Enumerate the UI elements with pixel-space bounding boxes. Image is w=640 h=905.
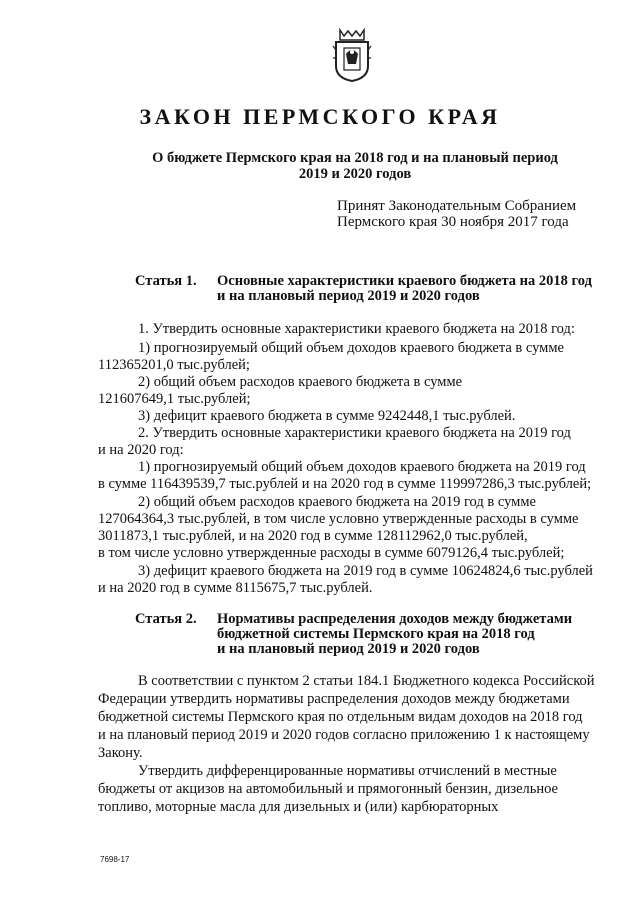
article-1-line: 3) дефицит краевого бюджета на 2019 год в сумме 10624824,6 тыс.рублей — [138, 563, 593, 579]
subtitle-line: О бюджете Пермского края на 2018 год и на плановый период — [152, 150, 558, 166]
article-1-line: 1. Утвердить основные характеристики краевого бюджета на 2018 год: — [138, 321, 575, 337]
article-1-line: в сумме 116439539,7 тыс.рублей и на 2020 год в сумме 119997286,3 тыс.рублей; — [98, 476, 592, 492]
adoption-note — [337, 198, 576, 230]
document-code: 7698-17 — [100, 855, 130, 864]
law-title: ЗАКОН ПЕРМСКОГО КРАЯ — [139, 104, 501, 129]
article-1-line: 1) прогнозируемый общий объем доходов краевого бюджета на 2019 год — [138, 459, 586, 475]
article-1-line: и на 2020 год в сумме 8115675,7 тыс.рублей. — [98, 580, 373, 596]
article-title-line: и на плановый период 2019 и 2020 годов — [217, 641, 480, 657]
article-1-line: 1) прогнозируемый общий объем доходов краевого бюджета в сумме — [138, 340, 564, 356]
article-2-line: Федерации утвердить нормативы распределения доходов между бюджетами — [98, 691, 570, 707]
article-2-line: бюджетной системы Пермского края по отдельным видам доходов на 2018 год — [98, 709, 583, 725]
article-1-line: 127064364,3 тыс.рублей, в том числе условно утвержденные расходы в сумме — [98, 511, 579, 527]
article-title-line: Нормативы распределения доходов между бюджетами — [217, 611, 573, 627]
article-1-line: 2. Утвердить основные характеристики краевого бюджета на 2019 год — [138, 425, 571, 441]
article-1-line: в том числе условно утвержденные расходы в сумме 6079126,4 тыс.рублей; — [98, 545, 565, 561]
article-1-line: 112365201,0 тыс.рублей; — [98, 357, 250, 373]
subtitle-line: 2019 и 2020 годов — [298, 166, 412, 182]
article-1-line: 3) дефицит краевого бюджета в сумме 9242448,1 тыс.рублей. — [138, 408, 516, 424]
article-1-line: и на 2020 год: — [98, 442, 184, 458]
article-number: Статья 2. — [135, 611, 197, 627]
article-1-line: 2) общий объем расходов краевого бюджета на 2019 год в сумме — [138, 494, 536, 510]
article-1-line: 3011873,1 тыс.рублей, и на 2020 год в сумме 128112962,0 тыс.рублей, — [98, 528, 528, 544]
article-2-line: топливо, моторные масла для дизельных и (или) карбюраторных — [98, 799, 499, 815]
article-2-line: Закону. — [98, 745, 143, 761]
adoption-line: Пермского края 30 ноября 2017 года — [337, 214, 569, 230]
perm-krai-coat-of-arms-icon — [332, 28, 372, 82]
article-1-line: 121607649,1 тыс.рублей; — [98, 391, 251, 407]
article-2-line: В соответствии с пунктом 2 статьи 184.1 Бюджетного кодекса Российской — [138, 673, 595, 689]
article-title-line: и на плановый период 2019 и 2020 годов — [217, 288, 480, 304]
article-title-line: Основные характеристики краевого бюджета на 2018 год — [217, 273, 592, 289]
article-title-line: бюджетной системы Пермского края на 2018 год — [217, 626, 535, 642]
article-2-line: бюджеты от акцизов на автомобильный и прямогонный бензин, дизельное — [98, 781, 558, 797]
article-2-line: Утвердить дифференцированные нормативы отчислений в местные — [138, 763, 557, 779]
article-1-line: 2) общий объем расходов краевого бюджета в сумме — [138, 374, 463, 390]
article-2-line: и на плановый период 2019 и 2020 годов согласно приложению 1 к настоящему — [98, 727, 590, 743]
adoption-line: Принят Законодательным Собранием — [337, 198, 577, 214]
article-number: Статья 1. — [135, 273, 197, 289]
law-subtitle — [120, 150, 590, 182]
